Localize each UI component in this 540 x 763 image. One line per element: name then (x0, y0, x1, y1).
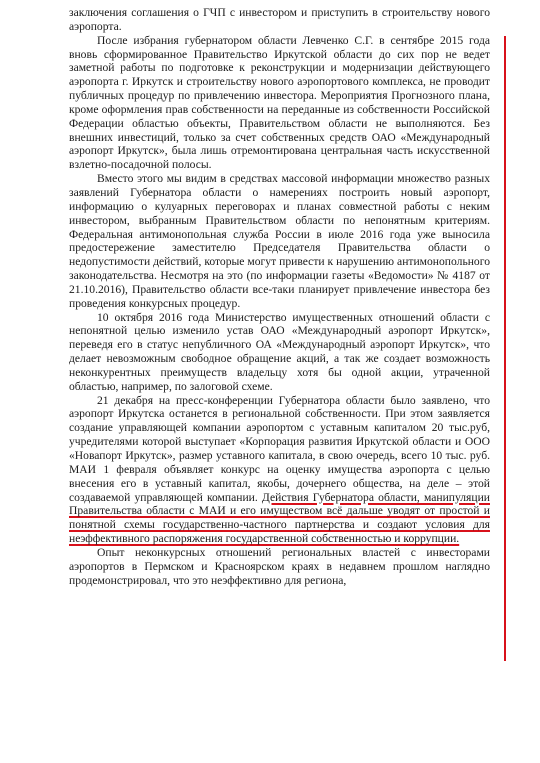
document-page (69, 6, 490, 587)
paragraph-december-21 (69, 394, 490, 546)
underlined-conclusion: Действия Губернатора области, манипуляции Правительства области с МАИ и его имуществом всё дальше уводят от простой и понятной схемы государственно-частного партнерства и создают условия для неэффективного распоряжения государственной собственностью и коррупции. (69, 490, 490, 546)
paragraph-experience: Опыт неконкурсных отношений региональных властей с инвесторами аэропортов в Пермском и Красноярском краях в недавнем прошлом наглядно продемонстрировал, что это неэффективно для региона, (69, 545, 490, 587)
red-margin-annotation-line (504, 36, 506, 661)
paragraph-december-21-text: 21 декабря на пресс-конференции Губернатора области было заявлено, что аэропорт Иркутска останется в региональной собственности. При этом заявляется создание управляющей компании аэропортом с уставным капиталом 20 тыс.руб, учредителями которой выступает «Корпорация развития Иркутской области и ООО «Новапорт Иркутск», размер уставного капитала, в свою очередь, всего 10 тыс. руб. МАИ 1 февраля объявляет конкурс на оценку имущества аэропорта с целью внесения его в уставный капитал, якобы, дочернего общества, на деле – этой создаваемой управляющей компании. (69, 393, 490, 504)
paragraph-levchenko: После избрания губернатором области Левченко С.Г. в сентябре 2015 года вновь сформированное Правительство Иркутской области до сих пор не ведет заметной работы по подготовке к реконструкции и модернизации действующего аэропорта г. Иркутск и строительству нового аэропортового комплекса, не проводит публичных процедур по привлечению инвестора. Мероприятия Прогнозного плана, кроме оформления прав собственности на переданные из собственности Российской Федерации областью объекты, Правительством области не выполняются. Без внешних инвестиций, только за счет собственных средств ОАО «Международный аэропорт Иркутск», была лишь отремонтирована центральная часть искусственной взлетно-посадочной полосы. (69, 33, 490, 172)
paragraph-october-2016: 10 октября 2016 года Министерство имущественных отношений области с непонятной целью изменило устав ОАО «Международный аэропорт Иркутск», переведя его в статус непубличного ОА «Международный аэропорт Иркутск», что делает невозможным свободное обращение акций, а так же создает возможность неконкурентных преимуществ владельцу хотя бы одной акции, утраченной областью, например, по залоговой схеме. (69, 310, 490, 393)
paragraph-continuation: заключения соглашения о ГЧП с инвестором и приступить в строительству нового аэропорта. (69, 6, 490, 33)
paragraph-statements: Вместо этого мы видим в средствах массовой информации множество разных заявлений Губернатора области о намерениях построить новый аэропорт, информацию о кулуарных переговорах и планах совместной работы с неким инвестором, выбранным Правительством области по непонятным критериям. Федеральная антимонопольная служба России в июле 2016 года уже выносила предостережение заместителю Председателя Правительства области о недопустимости действий, которые могут привести к нарушению антимонопольного законодательства. Несмотря на это (по информации газеты «Ведомости» № 4187 от 21.10.2016), Правительство области все-таки планирует привлечение инвестора без проведения конкурсных процедур. (69, 172, 490, 310)
